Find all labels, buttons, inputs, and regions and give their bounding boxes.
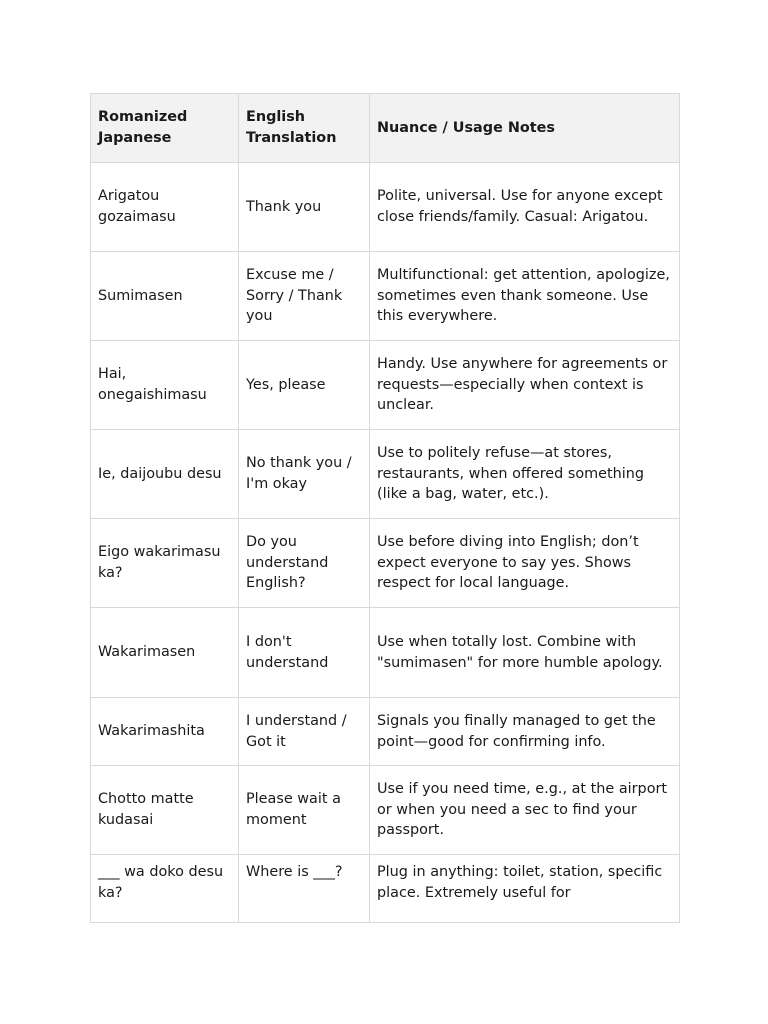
cell-english: I don't understand xyxy=(239,608,370,698)
phrase-table xyxy=(90,93,680,923)
table-row xyxy=(91,698,680,766)
table-header-row xyxy=(91,94,680,163)
cell-notes: Use to politely refuse—at stores, restaurants, when offered something (like a bag, water, etc.). xyxy=(370,430,680,519)
table-row xyxy=(91,855,680,923)
cell-english: I understand / Got it xyxy=(239,698,370,766)
header-notes: Nuance / Usage Notes xyxy=(370,94,680,163)
cell-notes: Polite, universal. Use for anyone except close friends/family. Casual: Arigatou. xyxy=(370,163,680,252)
cell-romanized: Chotto matte kudasai xyxy=(91,766,239,855)
cell-romanized: Sumimasen xyxy=(91,252,239,341)
cell-english: Do you understand English? xyxy=(239,519,370,608)
cell-romanized: ___ wa doko desu ka? xyxy=(91,855,239,923)
cell-english: Yes, please xyxy=(239,341,370,430)
header-english: English Translation xyxy=(239,94,370,163)
cell-notes: Use when totally lost. Combine with "sumimasen" for more humble apology. xyxy=(370,608,680,698)
cell-english: Please wait a moment xyxy=(239,766,370,855)
table-row xyxy=(91,608,680,698)
table-row xyxy=(91,341,680,430)
cell-english: Thank you xyxy=(239,163,370,252)
cell-english: Excuse me / Sorry / Thank you xyxy=(239,252,370,341)
table-row xyxy=(91,252,680,341)
table-row xyxy=(91,519,680,608)
cell-notes: Use if you need time, e.g., at the airport or when you need a sec to find your passport. xyxy=(370,766,680,855)
header-romanized: Romanized Japanese xyxy=(91,94,239,163)
cell-romanized: Ie, daijoubu desu xyxy=(91,430,239,519)
cell-notes: Multifunctional: get attention, apologize, sometimes even thank someone. Use this everywhere. xyxy=(370,252,680,341)
cell-notes: Handy. Use anywhere for agreements or requests—especially when context is unclear. xyxy=(370,341,680,430)
cell-english: No thank you / I'm okay xyxy=(239,430,370,519)
cell-english: Where is ___? xyxy=(239,855,370,923)
cell-romanized: Wakarimashita xyxy=(91,698,239,766)
cell-romanized: Eigo wakarimasu ka? xyxy=(91,519,239,608)
document-page xyxy=(90,93,679,923)
table-row xyxy=(91,766,680,855)
table-row xyxy=(91,163,680,252)
cell-notes: Plug in anything: toilet, station, specific place. Extremely useful for xyxy=(370,855,680,923)
cell-romanized: Wakarimasen xyxy=(91,608,239,698)
cell-notes: Signals you finally managed to get the point—good for confirming info. xyxy=(370,698,680,766)
cell-notes: Use before diving into English; don’t expect everyone to say yes. Shows respect for local language. xyxy=(370,519,680,608)
table-row xyxy=(91,430,680,519)
cell-romanized: Hai, onegaishimasu xyxy=(91,341,239,430)
cell-romanized: Arigatou gozaimasu xyxy=(91,163,239,252)
